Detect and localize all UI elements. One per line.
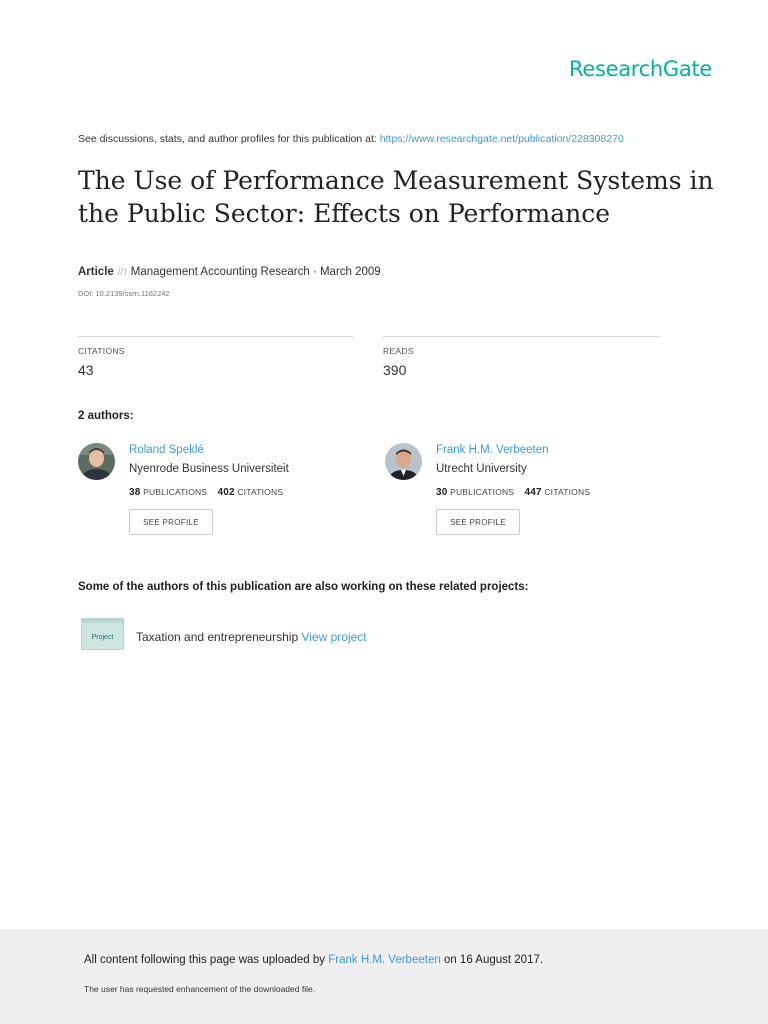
author-name-link[interactable]: Frank H.M. Verbeeten (436, 444, 549, 456)
avatar[interactable] (78, 443, 115, 480)
author-citations-count: 447 (524, 487, 542, 498)
see-profile-button[interactable]: SEE PROFILE (436, 509, 520, 535)
project-icon-label: Project (91, 634, 114, 641)
publications-count: 30 (436, 487, 448, 498)
publications-label: PUBLICATIONS (143, 487, 208, 497)
publication-venue-date: Management Accounting Research · March 2009 (130, 266, 381, 278)
citations-divider (78, 336, 353, 337)
publications-label: PUBLICATIONS (450, 487, 515, 497)
view-project-link[interactable]: View project (301, 630, 367, 644)
uploader-link[interactable]: Frank H.M. Verbeeten (328, 954, 441, 966)
citations-count: 43 (78, 362, 94, 378)
author-citations-count: 402 (217, 487, 235, 498)
publication-title: The Use of Performance Measurement Systems in the Public Sector: Effects on Performance (78, 166, 714, 228)
author-affiliation: Utrecht University (436, 463, 527, 475)
project-item (136, 630, 367, 644)
author-stats (436, 487, 590, 498)
footer (0, 929, 768, 1024)
reads-count: 390 (383, 362, 407, 378)
enhancement-note: The user has requested enhancement of the downloaded file. (84, 984, 316, 994)
in-word: in (117, 266, 127, 278)
researchgate-logo[interactable]: ResearchGate (569, 57, 713, 81)
publication-meta (78, 266, 381, 278)
see-profile-button[interactable]: SEE PROFILE (129, 509, 213, 535)
publication-doi: DOI: 10.2139/ssrn.1162242 (78, 289, 170, 298)
publications-count: 38 (129, 487, 141, 498)
project-title: Taxation and entrepreneurship (136, 630, 299, 644)
related-projects-heading: Some of the authors of this publication are also working on these related projects: (78, 581, 529, 593)
avatar[interactable] (385, 443, 422, 480)
reads-divider (383, 336, 660, 337)
author-stats (129, 487, 283, 498)
authors-heading: 2 authors: (78, 410, 134, 422)
notice-text: See discussions, stats, and author profiles for this publication at: (78, 133, 377, 145)
author-affiliation: Nyenrode Business Universiteit (129, 463, 289, 475)
publication-url-link[interactable]: https://www.researchgate.net/publication/228308270 (379, 133, 624, 145)
upload-suffix: on 16 August 2017. (443, 954, 544, 966)
project-folder-icon (81, 618, 124, 650)
publication-notice (78, 133, 624, 145)
author-name-link[interactable]: Roland Speklé (129, 444, 204, 456)
upload-prefix: All content following this page was uploaded by (84, 954, 326, 966)
publication-type: Article (78, 266, 114, 278)
citations-label: CITATIONS (78, 346, 125, 356)
reads-label: READS (383, 346, 414, 356)
author-citations-label: CITATIONS (544, 487, 591, 497)
author-citations-label: CITATIONS (237, 487, 284, 497)
upload-notice (84, 954, 543, 966)
